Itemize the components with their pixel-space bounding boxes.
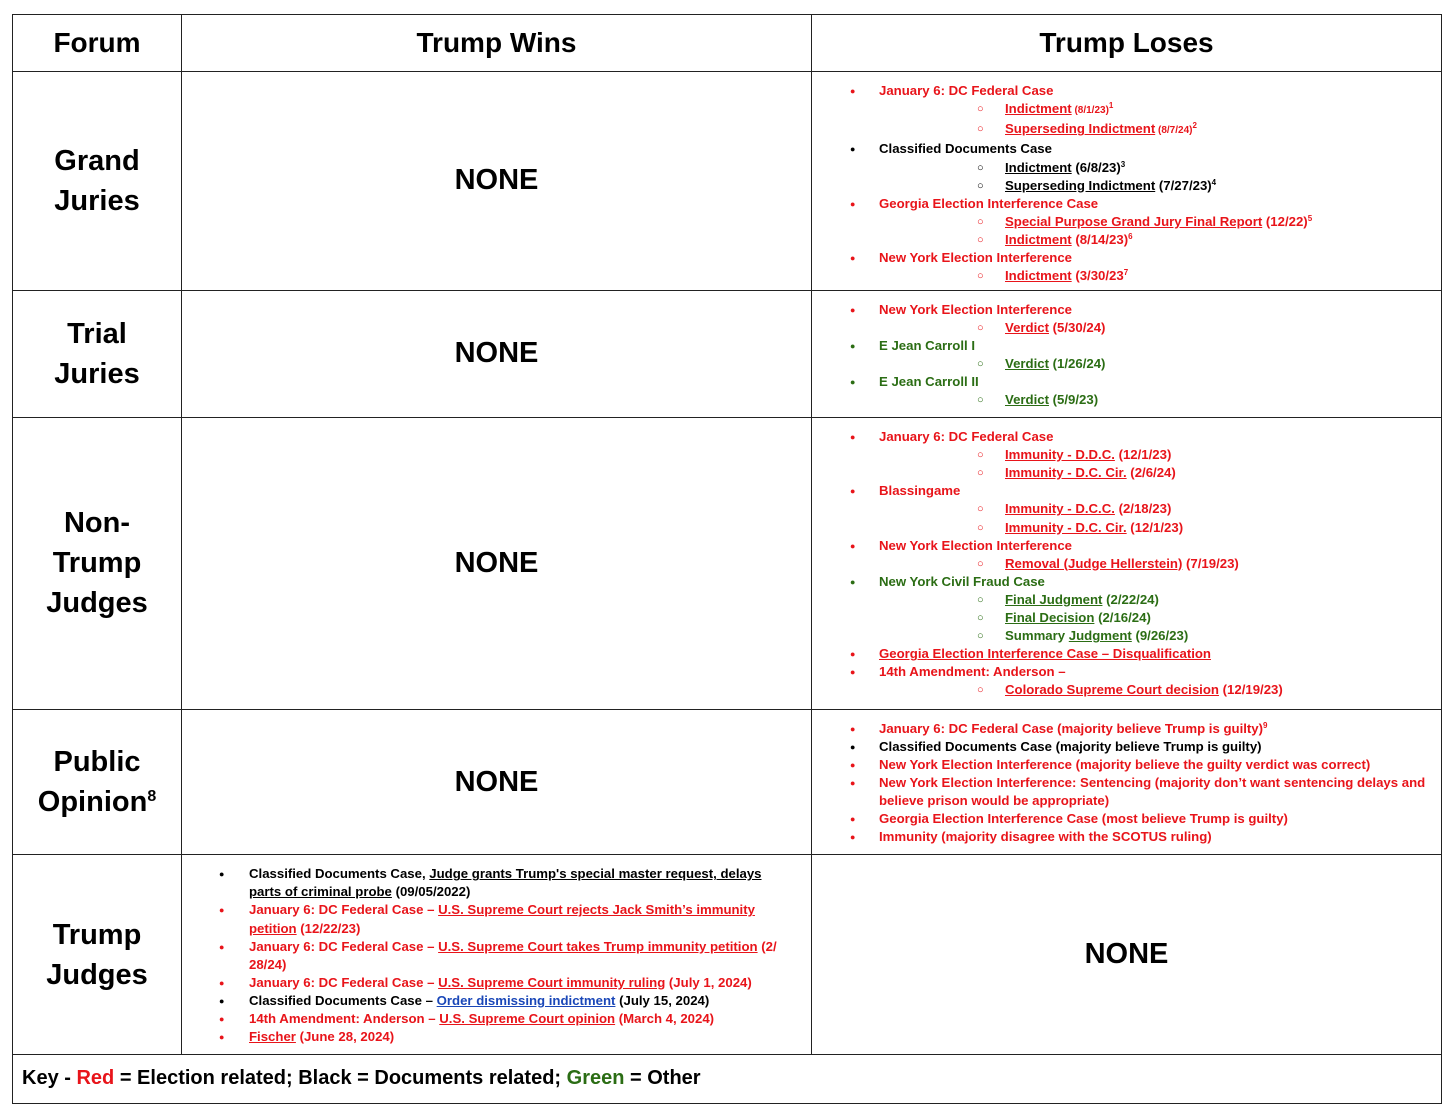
list-item — [812, 537, 1441, 573]
list-item — [812, 249, 1441, 285]
item-link[interactable]: U.S. Supreme Court takes Trump immunity petition — [438, 938, 758, 954]
list-item — [812, 573, 1441, 645]
item-link[interactable]: Immunity - D.D.C. — [1005, 447, 1115, 463]
list-item[interactable] — [879, 591, 1441, 609]
list-item[interactable] — [879, 213, 1441, 231]
item-link[interactable]: Immunity - D.C. Cir. — [1005, 519, 1127, 535]
forum-line: Judges — [46, 587, 148, 620]
row-non-trump-judges — [13, 418, 1442, 710]
forum-public-opinion — [13, 709, 182, 854]
list-item — [812, 82, 1441, 140]
loses-list — [812, 301, 1441, 410]
loses-list — [812, 82, 1441, 285]
list-item[interactable] — [879, 267, 1441, 285]
forum-line: Judges — [46, 958, 148, 991]
forum-trial-juries — [13, 290, 182, 417]
item-link[interactable]: Verdict — [1005, 319, 1049, 335]
item-date: (09/05/2022) — [391, 884, 471, 900]
sub-list — [879, 555, 1441, 573]
forum-line: Public — [53, 746, 141, 779]
item-date: (1/26/24) — [1048, 356, 1106, 372]
item-link[interactable]: Indictment — [1005, 101, 1072, 117]
item-text: 14th Amendment: Anderson – — [879, 664, 1066, 680]
item-link[interactable]: Verdict — [1005, 356, 1049, 372]
item-text: New York Election Interference (majority believe the guilty verdict was correct) — [879, 757, 1371, 773]
item-date: (5/30/24) — [1048, 319, 1106, 335]
list-item[interactable] — [182, 901, 811, 937]
item-date: (12/22) — [1262, 213, 1308, 229]
item-link[interactable]: Verdict — [1005, 392, 1049, 408]
list-item — [812, 810, 1429, 828]
item-date: (2/22/24) — [1102, 591, 1159, 607]
key-prefix: Key - — [22, 1067, 77, 1090]
list-item[interactable] — [182, 865, 811, 901]
wins-none: NONE — [182, 72, 812, 291]
item-date: (2/6/24) — [1126, 465, 1176, 481]
item-date: (June 28, 2024) — [295, 1029, 395, 1045]
footnote-marker: 8 — [147, 788, 157, 806]
forum-line: Trump — [52, 918, 142, 951]
list-item[interactable] — [879, 120, 1441, 140]
item-date: (12/1/23) — [1126, 519, 1184, 535]
item-text: January 6: DC Federal Case (majority believe Trump is guilty) — [879, 720, 1264, 736]
item-text: Classified Documents Case — [879, 141, 1052, 157]
item-date: (2/ 28/24) — [249, 938, 777, 972]
item-link[interactable]: Superseding Indictment — [1005, 177, 1156, 193]
item-text: Classified Documents Case – — [249, 992, 437, 1008]
footnote-marker: 4 — [1211, 177, 1217, 187]
loses-list — [812, 428, 1441, 699]
footnote-marker: 3 — [1120, 159, 1126, 169]
item-date: (12/19/23) — [1218, 682, 1283, 698]
list-item[interactable] — [879, 500, 1441, 518]
list-item[interactable] — [879, 391, 1441, 409]
forum-line — [13, 782, 181, 822]
item-link[interactable]: Fischer — [249, 1029, 296, 1045]
key-green-desc: = Other — [624, 1067, 701, 1090]
item-text: Georgia Election Interference Case (most believe Trump is guilty) — [879, 811, 1288, 827]
item-text: January 6: DC Federal Case — [879, 429, 1054, 445]
key-red-desc: = Election related; Black = Documents related; — [114, 1067, 567, 1090]
list-item[interactable] — [879, 627, 1441, 645]
forum-line: Non- — [63, 507, 131, 540]
item-link[interactable]: Judge grants Trump's special master request, delays parts of criminal probe — [249, 866, 762, 900]
sub-list — [879, 591, 1441, 645]
item-link[interactable]: Special Purpose Grand Jury Final Report — [1005, 213, 1263, 229]
list-item[interactable] — [879, 555, 1441, 573]
item-date: (7/19/23) — [1182, 555, 1239, 571]
list-item[interactable] — [879, 100, 1441, 120]
item-link[interactable]: U.S. Supreme Court immunity ruling — [438, 974, 666, 990]
forum-line: Trial — [67, 317, 127, 350]
item-date: (March 4, 2024) — [615, 1011, 715, 1027]
list-item — [812, 337, 1441, 373]
row-trump-judges — [13, 855, 1442, 1055]
item-date: (7/27/23) — [1155, 177, 1212, 193]
header-trump-wins: Trump Wins — [182, 15, 812, 72]
item-text: January 6: DC Federal Case — [879, 83, 1054, 99]
item-text: January 6: DC Federal Case – — [249, 938, 439, 954]
item-link[interactable]: Order dismissing indictment — [436, 992, 616, 1008]
item-link[interactable]: Final Decision — [1005, 610, 1095, 626]
list-item[interactable] — [879, 446, 1441, 464]
list-item — [812, 195, 1441, 249]
item-date: (9/26/23) — [1131, 628, 1189, 644]
footnote-marker: 7 — [1123, 268, 1129, 278]
list-item[interactable] — [182, 974, 811, 992]
list-item — [812, 140, 1441, 194]
sub-list — [879, 500, 1441, 536]
item-text: E Jean Carroll I — [879, 337, 976, 353]
item-date: (8/14/23) — [1071, 231, 1129, 247]
item-text: New York Civil Fraud Case — [879, 573, 1045, 589]
item-date: (12/22/23) — [296, 920, 361, 936]
key-green-word: Green — [566, 1067, 625, 1090]
list-item — [812, 738, 1429, 756]
list-item — [812, 482, 1441, 536]
list-item[interactable] — [879, 519, 1441, 537]
header-forum: Forum — [13, 15, 182, 72]
list-item[interactable] — [182, 938, 811, 974]
list-item — [812, 774, 1429, 810]
item-text: Classified Documents Case (majority believe Trump is guilty) — [879, 738, 1262, 754]
sub-list — [879, 355, 1441, 373]
item-date: (2/16/24) — [1094, 610, 1151, 626]
item-text: New York Election Interference — [879, 250, 1072, 265]
item-text: Classified Documents Case, — [249, 866, 430, 882]
wins-list — [182, 865, 811, 1046]
forum-trump-judges — [13, 855, 182, 1055]
sub-list — [879, 446, 1441, 482]
forum-line: Juries — [54, 357, 140, 390]
key-red-word: Red — [76, 1067, 115, 1090]
item-link[interactable]: Final Judgment — [1005, 591, 1103, 607]
list-item — [812, 663, 1441, 699]
item-date: (July 1, 2024) — [665, 974, 752, 990]
item-link[interactable]: Removal (Judge Hellerstein) — [1005, 555, 1183, 571]
cases-table — [12, 14, 1442, 1104]
item-date: (8/1/23) — [1071, 105, 1109, 117]
list-item[interactable] — [812, 645, 1441, 663]
row-trial-juries — [13, 290, 1442, 417]
forum-line: Trump — [52, 547, 142, 580]
item-text: New York Election Interference — [879, 537, 1072, 553]
item-link[interactable]: U.S. Supreme Court opinion — [439, 1011, 616, 1027]
loses-public-opinion — [812, 709, 1442, 854]
row-grand-juries — [13, 72, 1442, 291]
sub-list — [879, 681, 1441, 699]
list-item[interactable] — [879, 681, 1441, 699]
sub-list — [879, 213, 1441, 249]
item-text: New York Election Interference — [879, 301, 1072, 317]
sub-list — [879, 319, 1441, 337]
item-text: 14th Amendment: Anderson – — [249, 1011, 440, 1027]
list-item[interactable] — [879, 319, 1441, 337]
wins-none: NONE — [182, 709, 812, 854]
item-text: Immunity (majority disagree with the SCOTUS ruling) — [879, 829, 1212, 845]
wins-none: NONE — [182, 290, 812, 417]
loses-grand-juries — [812, 72, 1442, 291]
sub-list — [879, 267, 1441, 285]
item-date: (2/18/23) — [1114, 501, 1172, 517]
item-date: (12/1/23) — [1114, 447, 1172, 463]
loses-none: NONE — [812, 855, 1442, 1055]
item-text: E Jean Carroll II — [879, 374, 979, 390]
item-link[interactable]: U.S. Supreme Court rejects Jack Smith’s immunity petition — [249, 902, 755, 936]
forum-line: Juries — [54, 184, 140, 217]
item-date: (6/8/23) — [1071, 159, 1121, 175]
item-link[interactable]: Georgia Election Interference Case – Disqualification — [879, 646, 1211, 662]
list-item — [812, 828, 1429, 846]
footnote-marker: 6 — [1128, 231, 1133, 241]
wins-none: NONE — [182, 418, 812, 710]
item-link[interactable]: Colorado Supreme Court decision — [1005, 682, 1219, 698]
list-item[interactable] — [182, 1028, 811, 1046]
footnote-marker: 1 — [1108, 101, 1114, 111]
forum-non-trump-judges — [13, 418, 182, 710]
loses-list — [812, 720, 1441, 847]
forum-line: Grand — [54, 144, 140, 177]
item-date: (July 15, 2024) — [615, 992, 710, 1008]
list-item[interactable] — [879, 177, 1441, 195]
item-link[interactable]: Judgment — [1068, 628, 1132, 644]
item-date: (5/9/23) — [1048, 392, 1099, 408]
item-link[interactable]: Indictment — [1005, 268, 1072, 284]
list-item[interactable] — [182, 1010, 811, 1028]
list-item — [812, 720, 1429, 738]
header-row — [13, 15, 1442, 72]
item-link[interactable]: Superseding Indictment — [1005, 121, 1156, 137]
list-item[interactable] — [182, 992, 811, 1010]
list-item[interactable] — [879, 355, 1441, 373]
list-item[interactable] — [879, 231, 1441, 249]
list-item[interactable] — [879, 159, 1441, 177]
sub-list — [879, 159, 1441, 195]
item-text: Summary — [1005, 628, 1069, 644]
loses-non-trump-judges — [812, 418, 1442, 710]
item-link[interactable]: Indictment — [1005, 231, 1072, 247]
item-text: January 6: DC Federal Case – — [249, 974, 439, 990]
header-trump-loses: Trump Loses — [812, 15, 1442, 72]
item-text: Georgia Election Interference Case — [879, 195, 1099, 211]
item-text: New York Election Interference: Sentencing (majority don’t want sentencing delays and believe prison would be appropriate) — [879, 775, 1426, 809]
wins-trump-judges — [182, 855, 812, 1055]
footnote-marker: 5 — [1307, 213, 1313, 223]
item-text: Blassingame — [879, 483, 961, 499]
key-row — [13, 1054, 1442, 1103]
forum-grand-juries — [13, 72, 182, 291]
forum-line-text: Opinion — [37, 786, 148, 819]
list-item — [812, 756, 1429, 774]
item-link[interactable]: Immunity - D.C.C. — [1005, 501, 1115, 517]
row-public-opinion — [13, 709, 1442, 854]
sub-list — [879, 100, 1441, 140]
footnote-marker: 2 — [1192, 121, 1197, 131]
item-link[interactable]: Indictment — [1005, 159, 1072, 175]
list-item[interactable] — [879, 609, 1441, 627]
item-link[interactable]: Immunity - D.C. Cir. — [1005, 465, 1127, 481]
list-item — [812, 301, 1441, 337]
item-text: January 6: DC Federal Case – — [249, 902, 439, 918]
list-item — [812, 428, 1441, 482]
loses-trial-juries — [812, 290, 1442, 417]
list-item[interactable] — [879, 464, 1441, 482]
item-date: (3/30/23 — [1071, 268, 1124, 284]
item-date: (8/7/24) — [1155, 125, 1193, 137]
list-item — [812, 373, 1441, 409]
footnote-marker: 9 — [1263, 720, 1268, 730]
color-key — [13, 1054, 1442, 1103]
sub-list — [879, 391, 1441, 409]
